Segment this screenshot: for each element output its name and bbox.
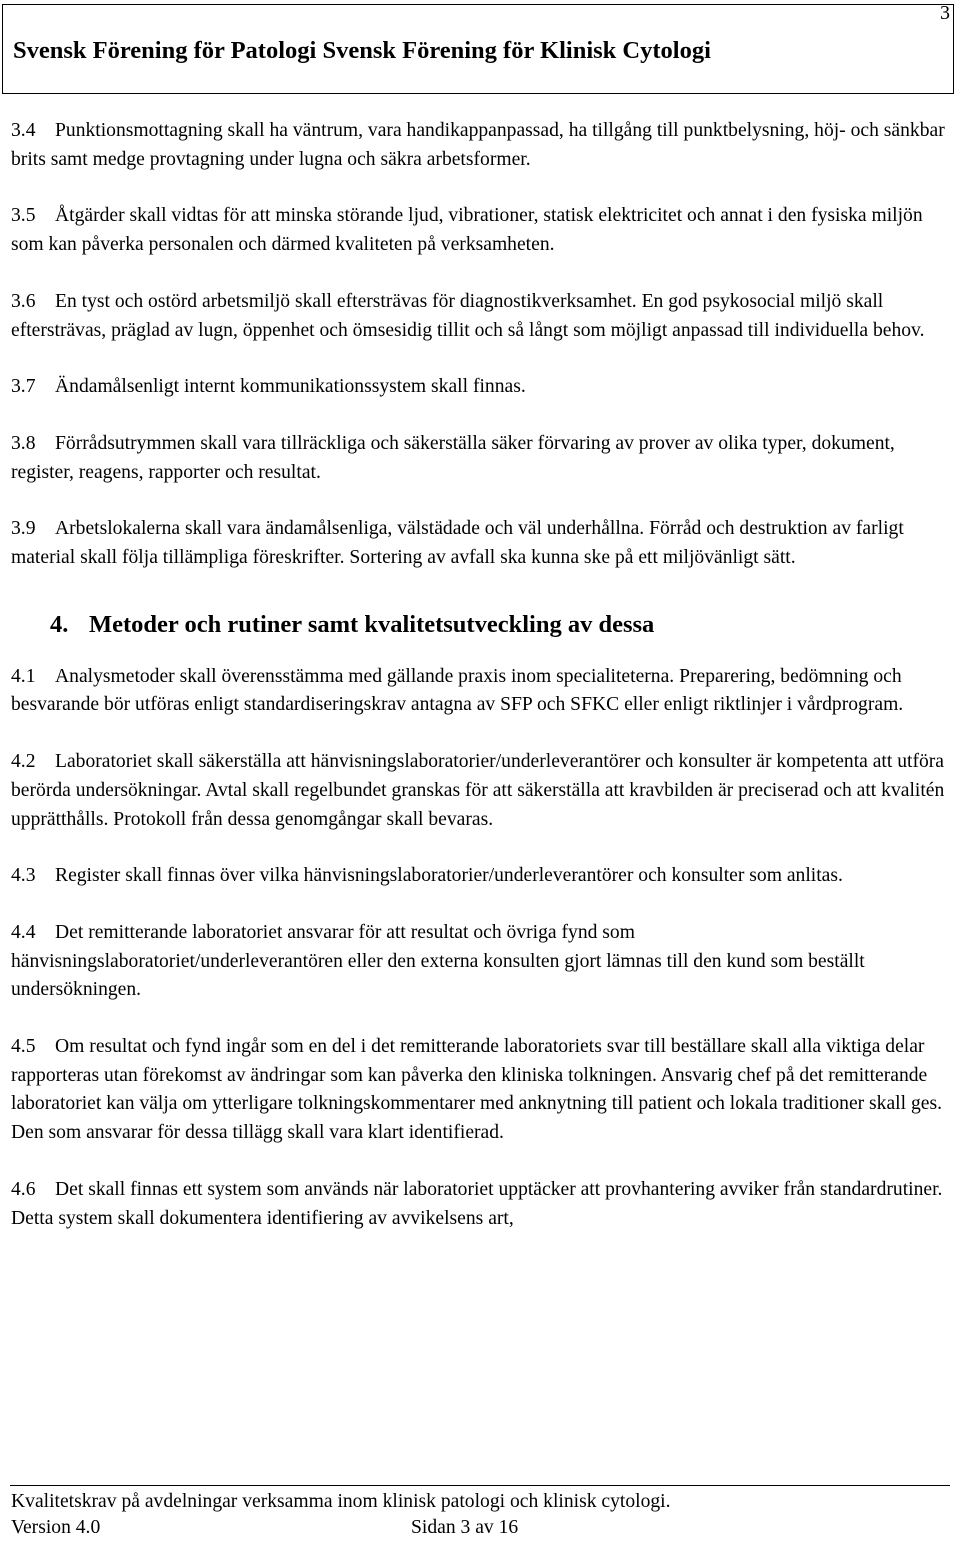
- paragraph-number: 3.5: [11, 205, 36, 227]
- footer-divider: [10, 1485, 950, 1486]
- paragraph-4-2: [11, 748, 946, 834]
- paragraph-number: 3.4: [11, 120, 36, 141]
- paragraph-number: 3.8: [11, 432, 36, 454]
- paragraph-text: Det remitterande laboratoriet ansvarar för att resultat och övriga fynd som hänvisningslaboratoriet/underleverantören eller den externa konsulten gjort lämnas till den kund som beställt undersökningen.: [11, 921, 865, 1001]
- paragraph-number: 3.9: [11, 518, 36, 540]
- paragraph-text: Ändamålsenligt internt kommunikationssystem skall finnas.: [55, 376, 526, 398]
- paragraph-number: 3.7: [11, 376, 36, 398]
- paragraph-4-4: [11, 919, 946, 1005]
- paragraph-number: 4.2: [11, 751, 36, 773]
- footer-document-title: Kvalitetskrav på avdelningar verksamma inom klinisk patologi och klinisk cytologi.: [11, 1491, 671, 1512]
- paragraph-3-5: [11, 202, 946, 259]
- paragraph-number: 3.6: [11, 290, 36, 312]
- section-number: 4.: [50, 610, 69, 638]
- paragraph-text: Om resultat och fynd ingår som en del i det remitterande laboratoriets svar till beställare skall alla viktiga delar rapporteras utan förekomst av ändringar som kan påverka den kliniska tolkningen. Ansvarig chef på det remitterande laboratoriet kan välja om ytterligare tolkningskommentarer med anknytning till patient och lokala traditioner skall ges. Den som ansvarar för dessa tillägg skall vara klart identifierad.: [11, 1036, 942, 1144]
- paragraph-4-5: [11, 1033, 946, 1148]
- page-number: 3: [940, 2, 950, 24]
- footer-version: Version 4.0: [11, 1517, 101, 1538]
- paragraph-text: Det skall finnas ett system som används när laboratoriet upptäcker att provhantering avviker från standardrutiner. Detta system skall dokumentera identifiering av avvikelsens art,: [11, 1178, 943, 1229]
- paragraph-text: En tyst och ostörd arbetsmiljö skall eftersträvas för diagnostikverksamhet. En god psykosocial miljö skall eftersträvas, präglad av lugn, öppenhet och ömsesidig tillit och så långt som möjligt anpassad till individuella behov.: [11, 290, 925, 341]
- paragraph-text: Arbetslokalerna skall vara ändamålsenliga, välstädade och väl underhållna. Förråd och destruktion av farligt material skall följa tillämpliga föreskrifter. Sortering av avfall ska kunna ske på ett miljövänligt sätt.: [11, 518, 904, 569]
- paragraph-3-7: [11, 373, 946, 402]
- paragraph-4-1: [11, 663, 946, 720]
- paragraph-text: Punktionsmottagning skall ha väntrum, vara handikappanpassad, ha tillgång till punktbelysning, höj- och sänkbar brits samt medge provtagning under lugna och säkra arbetsformer.: [11, 120, 945, 170]
- paragraph-3-8: [11, 430, 946, 487]
- paragraph-4-6: [11, 1176, 946, 1233]
- paragraph-text: Förrådsutrymmen skall vara tillräckliga och säkerställa säker förvaring av prover av olika typer, dokument, register, reagens, rapporter och resultat.: [11, 432, 895, 483]
- paragraph-number: 4.3: [11, 865, 36, 887]
- paragraph-number: 4.6: [11, 1178, 36, 1200]
- paragraph-number: 4.1: [11, 665, 36, 687]
- paragraph-3-6: [11, 288, 946, 345]
- paragraph-3-4: [11, 117, 946, 174]
- paragraph-text: Analysmetoder skall överensstämma med gällande praxis inom specialiteterna. Preparering, bedömning och besvarande bör utföras enligt standardiseringskrav antagna av SFP och SFKC eller enligt riktlinjer i vårdprogram.: [11, 665, 904, 716]
- paragraph-text: Laboratoriet skall säkerställa att hänvisningslaboratorier/underleverantörer och konsulter är kompetenta att utföra berörda undersökningar. Avtal skall regelbundet granskas för att säkerställa att kravbilden är preciserad och att kvalitén upprätthålls. Protokoll från dessa genomgångar skall bevaras.: [11, 751, 945, 830]
- page-header: [2, 4, 954, 94]
- section-title: Metoder och rutiner samt kvalitetsutveckling av dessa: [89, 610, 655, 638]
- paragraph-text: Åtgärder skall vidtas för att minska störande ljud, vibrationer, statisk elektricitet och annat i den fysiska miljön som kan påverka personalen och därmed kvaliteten på verksamheten.: [11, 205, 923, 256]
- paragraph-number: 4.4: [11, 921, 36, 943]
- paragraph-number: 4.5: [11, 1036, 36, 1058]
- section-heading-4: [11, 609, 946, 641]
- header-title: Svensk Förening för Patologi Svensk Förening för Klinisk Cytologi: [13, 37, 711, 64]
- document-body: [11, 117, 946, 1233]
- footer-page-indicator: Sidan 3 av 16: [411, 1517, 519, 1538]
- paragraph-3-9: [11, 515, 946, 572]
- paragraph-text: Register skall finnas över vilka hänvisningslaboratorier/underleverantörer och konsulter som anlitas.: [55, 865, 843, 887]
- paragraph-4-3: [11, 862, 946, 891]
